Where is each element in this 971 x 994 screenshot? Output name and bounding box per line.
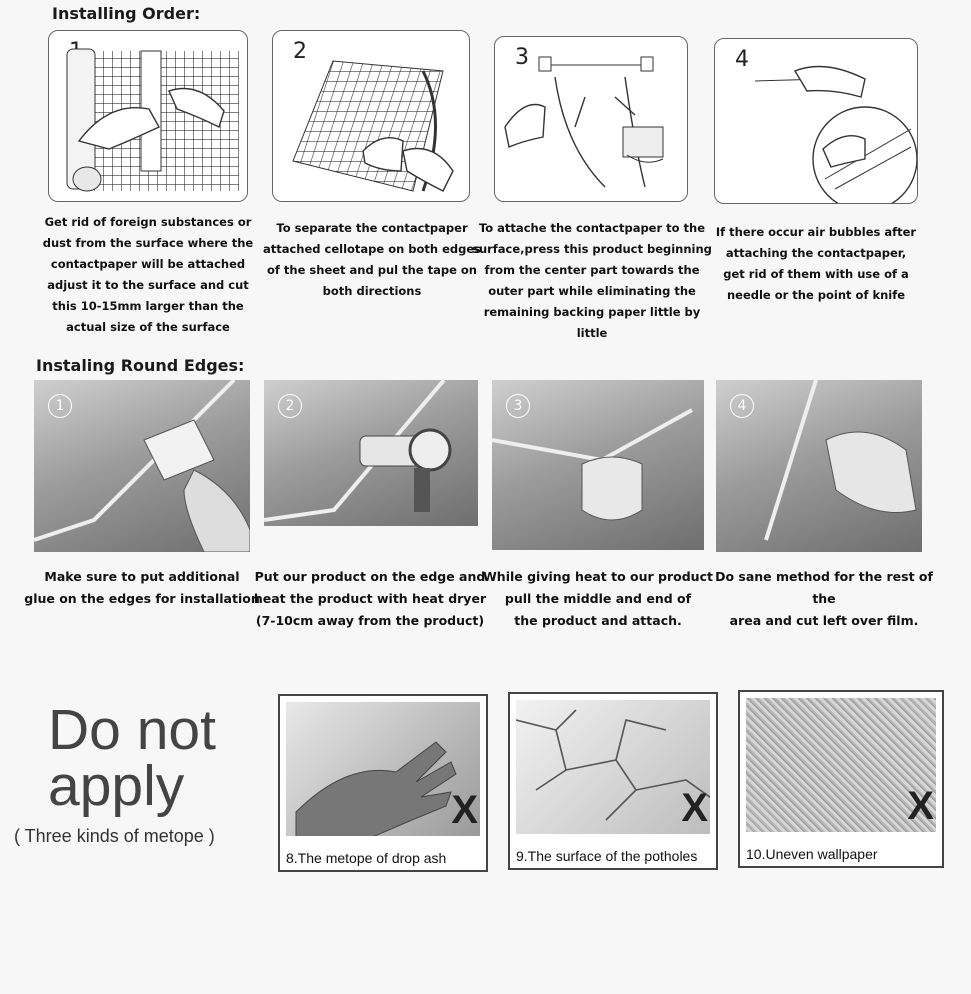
round-edge-step-3-caption: While giving heat to our product pull the middle and end of the product and attach. xyxy=(483,569,713,628)
round-edge-step-1-photo xyxy=(34,380,250,552)
x-icon: X xyxy=(451,788,478,832)
step-number-circle: 1 xyxy=(48,394,72,418)
metope-drop-ash-label: 8.The metope of drop ash xyxy=(286,850,447,866)
round-edge-step-2-photo xyxy=(264,380,478,526)
step-number: 4 xyxy=(735,47,749,72)
round-edges-heading: Instaling Round Edges: xyxy=(36,356,245,375)
apply-sheet-illustration xyxy=(495,37,688,202)
do-not-apply-title-line-1: Do not xyxy=(48,698,216,762)
round-edge-step-1-caption: Make sure to put additional glue on the edges for installation xyxy=(24,569,260,606)
install-step-4-caption: If there occur air bubbles after attaching the contactpaper, get rid of them with use of a needle or the point of knife xyxy=(715,225,917,302)
round-edge-step-3-photo xyxy=(492,380,704,550)
round-edge-step-4-caption: Do sane method for the rest of the area and cut left over film. xyxy=(715,569,933,628)
install-step-4-illustration xyxy=(714,38,918,204)
do-not-apply-title xyxy=(48,698,216,818)
metope-potholes-card xyxy=(508,692,718,870)
step-number: 3 xyxy=(515,45,529,70)
x-icon: X xyxy=(907,784,934,828)
install-step-2-illustration xyxy=(272,30,470,202)
glue-bottle-illustration xyxy=(34,380,250,552)
installing-order-heading: Installing Order: xyxy=(52,4,201,23)
metope-uneven-wallpaper-card xyxy=(738,690,944,868)
x-icon: X xyxy=(681,786,708,830)
needle-bubble-illustration xyxy=(715,39,918,204)
pull-film-illustration xyxy=(492,380,704,550)
install-step-1-illustration xyxy=(48,30,248,202)
cut-film-illustration xyxy=(716,380,922,552)
round-edge-step-4-photo xyxy=(716,380,922,552)
metope-potholes-label: 9.The surface of the potholes xyxy=(516,848,698,864)
metope-drop-ash-card xyxy=(278,694,488,872)
do-not-apply-subtitle: ( Three kinds of metope ) xyxy=(14,826,215,846)
do-not-apply-title-line-2: apply xyxy=(48,754,185,818)
install-step-2-caption: To separate the contactpaper attached cellotape on both edges of the sheet and pul the tape on both directions xyxy=(262,221,482,298)
round-edge-step-2-caption: Put our product on the edge and heat the product with heat dryer (7-10cm away from the product) xyxy=(253,569,487,628)
grid-sheet-hands-illustration xyxy=(49,31,248,202)
metope-uneven-wallpaper-label: 10.Uneven wallpaper xyxy=(746,846,878,862)
step-number: 2 xyxy=(293,39,307,64)
install-step-3-illustration xyxy=(494,36,688,202)
peel-tape-illustration xyxy=(273,31,470,202)
step-number-circle: 4 xyxy=(730,394,754,418)
install-step-3-caption: To attache the contactpaper to the surface,press this product beginning from the center part towards the outer part while eliminating the remaining backing paper little by little xyxy=(472,221,712,340)
install-step-1-caption: Get rid of foreign substances or dust from the surface where the contactpaper will be attached adjust it to the surface and cut this 10-15mm larger than the actual size of the surface xyxy=(42,215,254,334)
step-number-circle: 3 xyxy=(506,394,530,418)
heat-dryer-illustration xyxy=(264,380,478,526)
step-number-circle: 2 xyxy=(278,394,302,418)
